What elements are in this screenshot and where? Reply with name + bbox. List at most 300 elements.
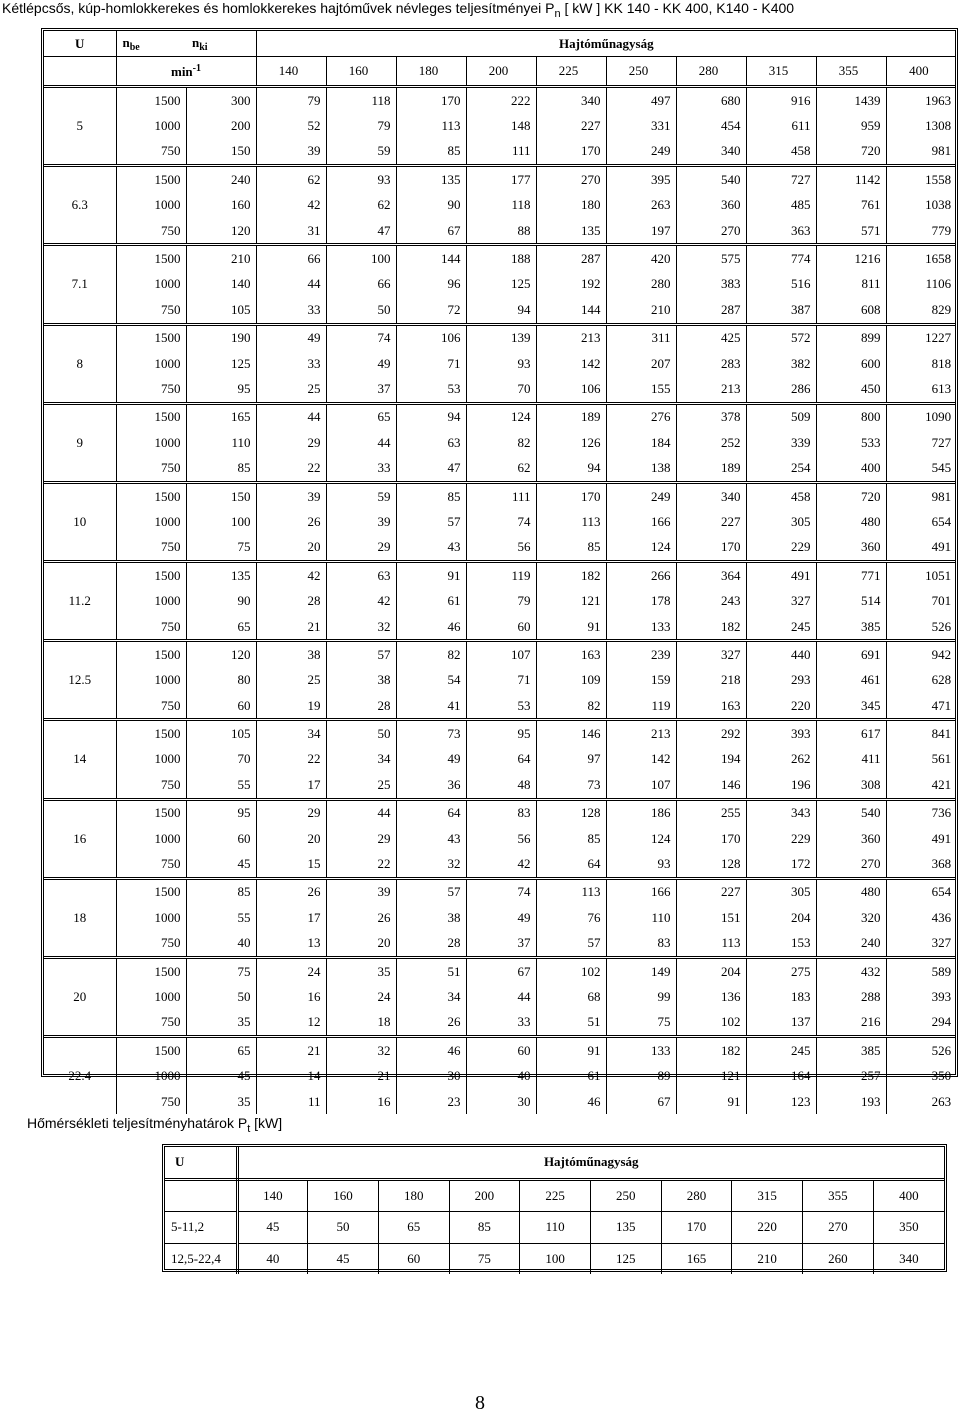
power-cell: 64 — [396, 799, 466, 826]
power-cell: 339 — [746, 430, 816, 455]
power-cell: 61 — [536, 1063, 606, 1088]
table-row — [44, 1010, 956, 1037]
power-cell: 148 — [466, 113, 536, 138]
power-cell: 227 — [676, 509, 746, 534]
power-cell: 107 — [466, 641, 536, 668]
power-cell: 292 — [676, 720, 746, 747]
power-cell: 491 — [931, 830, 952, 846]
power-cell: 471 — [931, 697, 952, 713]
temp-limit-cell: 125 — [590, 1243, 661, 1274]
power-cell: 111 — [466, 139, 536, 166]
n-in-cell: 1500 — [116, 878, 186, 905]
power-cell: 572 — [746, 324, 816, 351]
power-cell: 249 — [606, 139, 676, 166]
power-cell: 135 — [536, 218, 606, 245]
power-cell: 245 — [746, 614, 816, 641]
temp-size-cell: 315 — [732, 1179, 803, 1212]
power-cell: 137 — [746, 1010, 816, 1037]
power-cell: 526 — [886, 1037, 956, 1064]
power-cell: 21 — [326, 1063, 396, 1088]
power-cell: 276 — [606, 403, 676, 430]
table-row — [44, 324, 956, 351]
power-cell: 654 — [931, 513, 952, 529]
power-cell: 400 — [816, 455, 886, 482]
power-cell: 32 — [396, 851, 466, 878]
temp-size-cell: 160 — [308, 1179, 379, 1212]
power-cell: 440 — [746, 641, 816, 668]
power-cell: 113 — [396, 113, 466, 138]
power-cell: 540 — [676, 166, 746, 193]
power-cell: 213 — [676, 376, 746, 403]
power-cell: 38 — [326, 668, 396, 693]
power-cell: 33 — [326, 455, 396, 482]
power-cell: 57 — [396, 878, 466, 905]
power-cell: 385 — [816, 614, 886, 641]
power-cell: 113 — [536, 509, 606, 534]
n-in-cell: 1500 — [116, 720, 186, 747]
power-cell: 263 — [931, 1093, 952, 1109]
power-cell: 139 — [466, 324, 536, 351]
power-cell: 68 — [536, 984, 606, 1009]
n-out-cell: 55 — [186, 905, 256, 930]
power-cell: 254 — [746, 455, 816, 482]
n-in-cell: 1000 — [116, 588, 186, 613]
temp-limit-cell: 45 — [237, 1212, 308, 1244]
table-row — [44, 1037, 956, 1064]
power-cell: 118 — [466, 193, 536, 218]
n-in-cell: 750 — [116, 931, 186, 958]
power-cell: 382 — [746, 351, 816, 376]
power-cell: 189 — [676, 455, 746, 482]
n-out-cell: 45 — [186, 1063, 256, 1088]
power-cell: 53 — [396, 376, 466, 403]
power-cell: 387 — [746, 297, 816, 324]
table-row — [44, 139, 956, 166]
power-cell: 37 — [326, 376, 396, 403]
power-cell: 454 — [676, 113, 746, 138]
power-cell: 617 — [816, 720, 886, 747]
power-cell: 628 — [931, 672, 952, 688]
power-cell: 774 — [746, 245, 816, 272]
power-cell: 170 — [396, 87, 466, 114]
table-row — [44, 218, 956, 245]
temp-limit-cell: 85 — [449, 1212, 520, 1244]
table-row — [44, 482, 956, 509]
power-cell: 64 — [536, 851, 606, 878]
power-cell: 142 — [536, 351, 606, 376]
power-cell: 1090 — [886, 403, 956, 430]
power-cell: 164 — [746, 1063, 816, 1088]
n-out-cell: 135 — [186, 562, 256, 589]
power-cell: 575 — [676, 245, 746, 272]
power-cell: 26 — [256, 509, 326, 534]
temp-limit-cell: 100 — [520, 1243, 591, 1274]
power-cell: 20 — [256, 826, 326, 851]
temp-size-row — [165, 1179, 944, 1212]
n-in-cell: 1000 — [116, 826, 186, 851]
n-out-cell: 140 — [186, 272, 256, 297]
power-cell: 73 — [536, 772, 606, 799]
power-cell: 345 — [816, 693, 886, 720]
temp-limit-cell: 270 — [803, 1212, 874, 1244]
power-cell: 368 — [931, 856, 952, 872]
power-cell: 611 — [746, 113, 816, 138]
temp-header-row — [165, 1147, 944, 1179]
n-out-cell: 105 — [186, 720, 256, 747]
temp-limit-cell: 50 — [308, 1212, 379, 1244]
power-cell: 262 — [746, 747, 816, 772]
temp-u-header: U — [165, 1147, 237, 1179]
table-row — [44, 851, 956, 878]
power-cell: 227 — [676, 878, 746, 905]
power-cell: 654 — [886, 878, 956, 905]
power-cell: 146 — [676, 772, 746, 799]
n-out-cell: 110 — [186, 430, 256, 455]
power-cell: 450 — [816, 376, 886, 403]
power-cell: 458 — [746, 139, 816, 166]
power-cell: 25 — [256, 376, 326, 403]
power-cell: 818 — [931, 355, 952, 371]
power-cell: 20 — [256, 535, 326, 562]
power-cell: 331 — [606, 113, 676, 138]
power-cell: 142 — [606, 747, 676, 772]
power-cell: 213 — [536, 324, 606, 351]
power-cell: 218 — [676, 668, 746, 693]
power-cell: 43 — [396, 826, 466, 851]
power-cell: 420 — [606, 245, 676, 272]
table-row — [44, 87, 956, 114]
table-row — [44, 826, 956, 851]
n-out-cell: 95 — [186, 799, 256, 826]
power-cell: 194 — [676, 747, 746, 772]
power-cell: 46 — [396, 1037, 466, 1064]
power-cell: 899 — [816, 324, 886, 351]
power-cell: 1216 — [816, 245, 886, 272]
power-cell: 286 — [746, 376, 816, 403]
n-out-cell: 240 — [186, 166, 256, 193]
power-cell: 124 — [606, 826, 676, 851]
power-cell: 93 — [606, 851, 676, 878]
table-row — [44, 245, 956, 272]
power-cell: 32 — [326, 614, 396, 641]
power-cell: 340 — [676, 482, 746, 509]
power-cell: 421 — [931, 776, 952, 792]
power-cell: 99 — [606, 984, 676, 1009]
n-out-cell: 105 — [186, 297, 256, 324]
power-cell: 82 — [396, 641, 466, 668]
power-cell: 571 — [816, 218, 886, 245]
power-cell: 60 — [466, 1037, 536, 1064]
power-cell: 188 — [466, 245, 536, 272]
table-row — [44, 984, 956, 1009]
size-header-cell: 200 — [466, 57, 536, 87]
size-header-cell: 160 — [326, 57, 396, 87]
power-cell: 981 — [931, 143, 952, 159]
power-cell: 540 — [816, 799, 886, 826]
temp-row — [165, 1212, 944, 1244]
power-cell: 82 — [466, 430, 536, 455]
power-cell: 113 — [676, 931, 746, 958]
power-cell: 263 — [606, 193, 676, 218]
table-row — [44, 1089, 956, 1114]
power-cell: 283 — [676, 351, 746, 376]
power-cell: 266 — [606, 562, 676, 589]
temp-limit-cell: 350 — [873, 1212, 944, 1244]
power-cell: 128 — [676, 851, 746, 878]
power-cell: 63 — [396, 430, 466, 455]
power-cell: 85 — [396, 482, 466, 509]
power-cell: 364 — [676, 562, 746, 589]
power-cell: 305 — [746, 878, 816, 905]
power-cell: 46 — [536, 1089, 606, 1114]
power-cell: 491 — [746, 562, 816, 589]
power-cell: 350 — [931, 1068, 952, 1084]
n-in-cell: 750 — [116, 297, 186, 324]
power-cell: 62 — [256, 166, 326, 193]
power-cell: 16 — [326, 1089, 396, 1114]
n-out-cell: 75 — [186, 535, 256, 562]
power-cell: 44 — [256, 403, 326, 430]
ratio-cell: 5 — [44, 87, 116, 166]
power-cell: 79 — [466, 588, 536, 613]
ratio-cell: 14 — [44, 720, 116, 799]
power-cell: 138 — [606, 455, 676, 482]
n-in-cell: 1500 — [116, 562, 186, 589]
power-cell: 146 — [536, 720, 606, 747]
temp-limit-cell: 340 — [899, 1250, 919, 1266]
n-out-cell: 120 — [186, 641, 256, 668]
n-out-cell: 45 — [186, 851, 256, 878]
power-cell: 30 — [396, 1063, 466, 1088]
n-out-cell: 200 — [186, 113, 256, 138]
power-cell: 22 — [326, 851, 396, 878]
temp-limit-cell: 220 — [732, 1212, 803, 1244]
power-cell: 1963 — [925, 92, 952, 108]
power-cell: 13 — [256, 931, 326, 958]
power-cell: 54 — [396, 668, 466, 693]
size-header-cell: 355 — [816, 57, 886, 87]
n-out-cell: 300 — [186, 87, 256, 114]
power-cell: 32 — [326, 1037, 396, 1064]
power-cell: 288 — [816, 984, 886, 1009]
power-cell: 480 — [816, 878, 886, 905]
power-cell: 44 — [256, 272, 326, 297]
power-cell: 39 — [256, 482, 326, 509]
temp-size-cell: 250 — [590, 1179, 661, 1212]
temp-limit-title: Hőmérsékleti teljesítményhatárok $P_t$ [kW] — [27, 1115, 283, 1135]
power-cell: 182 — [676, 1037, 746, 1064]
u-header: U — [44, 31, 116, 57]
power-cell: 26 — [326, 905, 396, 930]
power-cell: 229 — [746, 535, 816, 562]
power-cell: 771 — [816, 562, 886, 589]
power-cell: 959 — [816, 113, 886, 138]
power-cell: 180 — [536, 193, 606, 218]
power-cell: 64 — [466, 747, 536, 772]
power-cell: 34 — [326, 747, 396, 772]
n-out-cell: 165 — [186, 403, 256, 430]
power-cell: 85 — [536, 826, 606, 851]
power-cell: 393 — [931, 988, 952, 1004]
power-cell: 66 — [256, 245, 326, 272]
nki-header: $n_{ki}$ — [186, 31, 256, 57]
power-cell: 727 — [931, 434, 952, 450]
n-in-cell: 750 — [116, 614, 186, 641]
n-out-cell: 190 — [186, 324, 256, 351]
power-cell: 16 — [256, 984, 326, 1009]
ratio-cell: 11.2 — [44, 562, 116, 641]
size-header-cell: 225 — [536, 57, 606, 87]
power-cell: 727 — [746, 166, 816, 193]
power-cell: 166 — [606, 878, 676, 905]
ratio-cell: 22.4 — [44, 1037, 116, 1115]
n-in-cell: 1500 — [116, 957, 186, 984]
power-cell: 360 — [816, 826, 886, 851]
power-cell: 42 — [326, 588, 396, 613]
n-in-cell: 750 — [116, 1010, 186, 1037]
n-out-cell: 160 — [186, 193, 256, 218]
power-cell: 62 — [466, 455, 536, 482]
n-out-cell: 120 — [186, 218, 256, 245]
table-row — [44, 641, 956, 668]
n-in-cell: 1000 — [116, 193, 186, 218]
power-cell: 509 — [746, 403, 816, 430]
power-cell: 136 — [676, 984, 746, 1009]
n-in-cell: 1000 — [116, 747, 186, 772]
nbe-header: $n_{be}$ — [116, 31, 186, 57]
power-cell: 425 — [676, 324, 746, 351]
table-row — [44, 957, 956, 984]
size-header-cell: 280 — [676, 57, 746, 87]
power-cell: 1142 — [816, 166, 886, 193]
power-cell: 35 — [326, 957, 396, 984]
n-in-cell: 1000 — [116, 668, 186, 693]
power-cell: 363 — [746, 218, 816, 245]
power-cell: 93 — [466, 351, 536, 376]
power-cell: 720 — [816, 139, 886, 166]
power-cell: 216 — [816, 1010, 886, 1037]
power-cell: 144 — [396, 245, 466, 272]
n-in-cell: 750 — [116, 535, 186, 562]
power-cell: 1658 — [886, 245, 956, 272]
power-cell: 526 — [931, 618, 952, 634]
page-title: Kétlépcsős, kúp-homlokkerekes és homlokkerekes hajtóművek névleges teljesítményei $P_n$ [ kW ] KK 140 - KK 400, K140 - K400 — [2, 0, 795, 20]
ratio-cell: 16 — [44, 799, 116, 878]
power-cell: 91 — [536, 614, 606, 641]
power-cell: 67 — [606, 1089, 676, 1114]
power-cell: 28 — [326, 693, 396, 720]
power-cell: 95 — [466, 720, 536, 747]
power-cell: 516 — [746, 272, 816, 297]
n-in-cell: 750 — [116, 139, 186, 166]
power-cell: 177 — [466, 166, 536, 193]
size-header-cell: 250 — [606, 57, 676, 87]
power-cell: 37 — [466, 931, 536, 958]
power-cell: 44 — [326, 799, 396, 826]
n-in-cell: 1500 — [116, 799, 186, 826]
power-cell: 245 — [746, 1037, 816, 1064]
power-cell: 691 — [816, 641, 886, 668]
ratio-cell: 8 — [44, 324, 116, 403]
power-cell: 1308 — [925, 118, 952, 134]
power-cell: 800 — [816, 403, 886, 430]
table-row — [44, 535, 956, 562]
power-cell: 383 — [676, 272, 746, 297]
power-cell: 100 — [326, 245, 396, 272]
n-out-cell: 60 — [186, 693, 256, 720]
n-in-cell: 1500 — [116, 403, 186, 430]
n-in-cell: 750 — [116, 1089, 186, 1114]
temp-size-cell: 200 — [449, 1179, 520, 1212]
power-cell: 82 — [536, 693, 606, 720]
power-cell: 133 — [606, 1037, 676, 1064]
power-cell: 126 — [536, 430, 606, 455]
power-cell: 170 — [536, 482, 606, 509]
ratio-cell: 7.1 — [44, 245, 116, 324]
power-cell: 33 — [256, 351, 326, 376]
power-cell: 829 — [931, 301, 952, 317]
power-cell: 79 — [326, 113, 396, 138]
power-cell: 44 — [466, 984, 536, 1009]
table-row — [44, 509, 956, 534]
power-cell: 91 — [536, 1037, 606, 1064]
power-cell: 119 — [466, 562, 536, 589]
power-cell: 1558 — [886, 166, 956, 193]
power-cell: 458 — [746, 482, 816, 509]
power-cell: 243 — [676, 588, 746, 613]
temp-size-cell: 280 — [661, 1179, 732, 1212]
power-cell: 25 — [256, 668, 326, 693]
n-out-cell: 210 — [186, 245, 256, 272]
power-cell: 42 — [256, 193, 326, 218]
power-cell: 51 — [396, 957, 466, 984]
power-cell: 166 — [606, 509, 676, 534]
ratio-cell: 6.3 — [44, 166, 116, 245]
power-cell: 89 — [606, 1063, 676, 1088]
power-cell: 28 — [396, 931, 466, 958]
power-cell: 97 — [536, 747, 606, 772]
power-cell: 378 — [676, 403, 746, 430]
power-cell: 15 — [256, 851, 326, 878]
power-cell: 90 — [396, 193, 466, 218]
power-cell: 93 — [326, 166, 396, 193]
power-cell: 1439 — [816, 87, 886, 114]
power-cell: 942 — [886, 641, 956, 668]
power-cell: 779 — [931, 222, 952, 238]
power-cell: 184 — [606, 430, 676, 455]
power-cell: 94 — [396, 403, 466, 430]
table-row — [44, 772, 956, 799]
power-cell: 239 — [606, 641, 676, 668]
power-cell: 182 — [536, 562, 606, 589]
size-header-cell: 180 — [396, 57, 466, 87]
power-cell: 11 — [256, 1089, 326, 1114]
power-cell: 14 — [256, 1063, 326, 1088]
ratio-cell: 18 — [44, 878, 116, 957]
ratio-cell: 9 — [44, 403, 116, 482]
power-cell: 193 — [816, 1089, 886, 1114]
temp-limit-table — [162, 1144, 947, 1272]
power-cell: 163 — [676, 693, 746, 720]
n-in-cell: 1000 — [116, 272, 186, 297]
power-cell: 432 — [816, 957, 886, 984]
power-cell: 1051 — [886, 562, 956, 589]
power-cell: 62 — [326, 193, 396, 218]
power-cell: 680 — [676, 87, 746, 114]
power-cell: 533 — [816, 430, 886, 455]
power-cell: 270 — [536, 166, 606, 193]
power-cell: 183 — [746, 984, 816, 1009]
